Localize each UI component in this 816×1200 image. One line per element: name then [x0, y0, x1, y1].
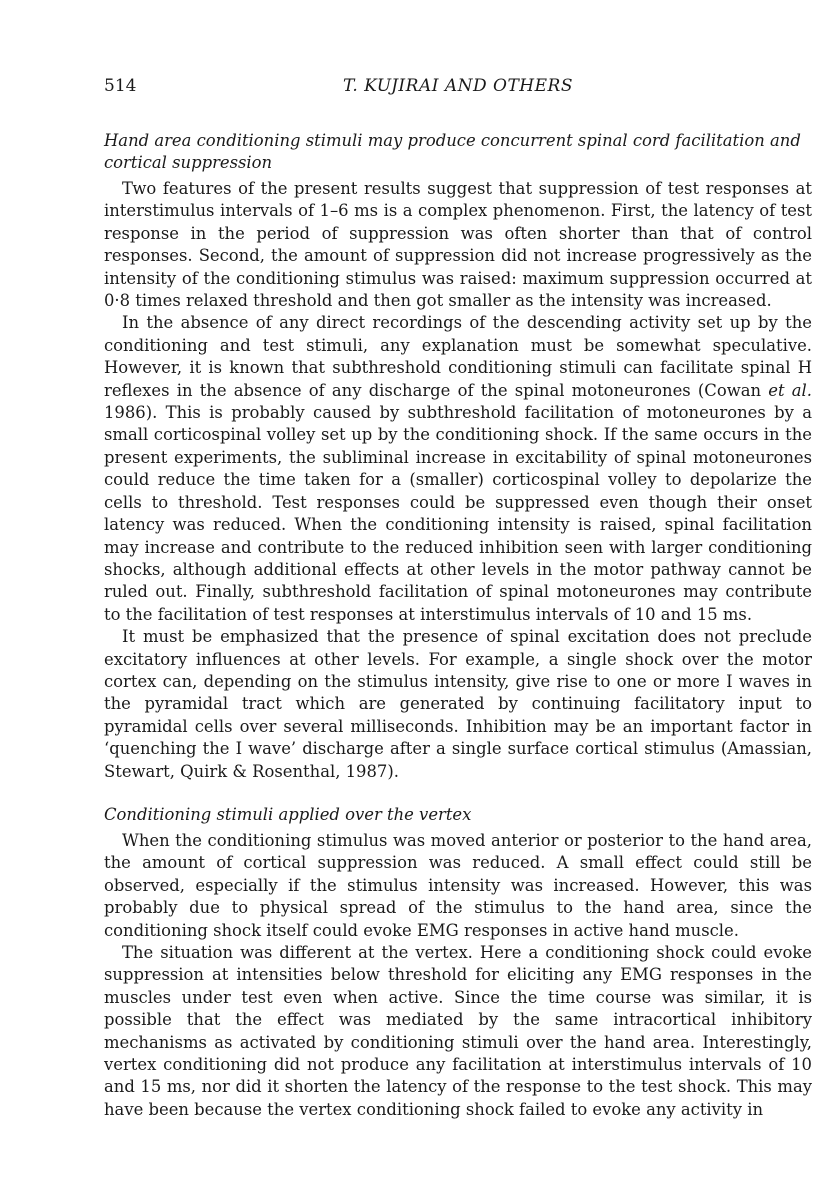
body-paragraph: The situation was different at the vertex. Here a conditioning shock could evoke suppression at intensities below threshold for eliciting any EMG responses in the muscles under test even when active. Since the time course was similar, it is possible that the effect was mediated by the same intracortical inhibitory mechanisms as activated by conditioning stimuli over the hand area. Interestingly, vertex conditioning did not produce any facilitation at interstimulus intervals of 10 and 15 ms, nor did it shorten the latency of the response to the test shock. This may have been because the vertex conditioning shock failed to evoke any activity in — [104, 943, 812, 1119]
body-paragraph — [104, 312, 812, 626]
paragraph-text: 1986). This is probably caused by subthreshold facilitation of motoneurones by a small corticospinal volley set up by the conditioning shock. If the same occurs in the present experiments, the subliminal increase in excitability of spinal motoneurones could reduce the time taken for a (smaller) corticospinal volley to depolarize the cells to threshold. Test responses could be suppressed even though their onset latency was reduced. When the conditioning intensity is raised, spinal facilitation may increase and contribute to the reduced inhibition seen with larger conditioning shocks, although additional effects at other levels in the motor pathway cannot be ruled out. Finally, subthreshold facilitation of spinal motoneurones may contribute to the facilitation of test responses at interstimulus intervals of 10 and 15 ms. — [104, 403, 812, 624]
page — [104, 76, 812, 1121]
paragraph-text: In the absence of any direct recordings of the descending activity set up by the conditioning and test stimuli, any explanation must be somewhat speculative. However, it is known that subthreshold conditioning stimuli can facilitate spinal H reflexes in the absence of any discharge of the spinal motoneurones (Cowan — [104, 313, 812, 400]
running-title: T. KUJIRAI AND OTHERS — [343, 76, 573, 96]
page-number: 514 — [104, 76, 137, 96]
body-paragraph: It must be emphasized that the presence of spinal excitation does not preclude excitatory influences at other levels. For example, a single shock over the motor cortex can, depending on the stimulus intensity, give rise to one or more I waves in the pyramidal tract which are generated by continuing facilitatory input to pyramidal cells over several milliseconds. Inhibition may be an important factor in ‘quenching the I wave’ discharge after a single surface cortical stimulus (Amassian, Stewart, Quirk & Rosenthal, 1987). — [104, 627, 812, 781]
section-heading-hand-area: Hand area conditioning stimuli may produce concurrent spinal cord facilitation and cortical suppression — [104, 131, 801, 172]
running-head — [104, 76, 812, 106]
citation-et-al: et al. — [768, 380, 812, 400]
body-paragraph: Two features of the present results suggest that suppression of test responses at interstimulus intervals of 1–6 ms is a complex phenomenon. First, the latency of test response in the period of suppression was often shorter than that of control responses. Second, the amount of suppression did not increase progressively as the intensity of the conditioning stimulus was raised: maximum suppression occurred at 0·8 times relaxed threshold and then got smaller as the intensity was increased. — [104, 179, 812, 311]
body-paragraph: When the conditioning stimulus was moved anterior or posterior to the hand area, the amount of cortical suppression was reduced. A small effect could still be observed, especially if the stimulus intensity was increased. However, this was probably due to physical spread of the stimulus to the hand area, since the conditioning shock itself could evoke EMG responses in active hand muscle. — [104, 830, 812, 940]
section-heading-vertex: Conditioning stimuli applied over the vertex — [104, 804, 472, 824]
